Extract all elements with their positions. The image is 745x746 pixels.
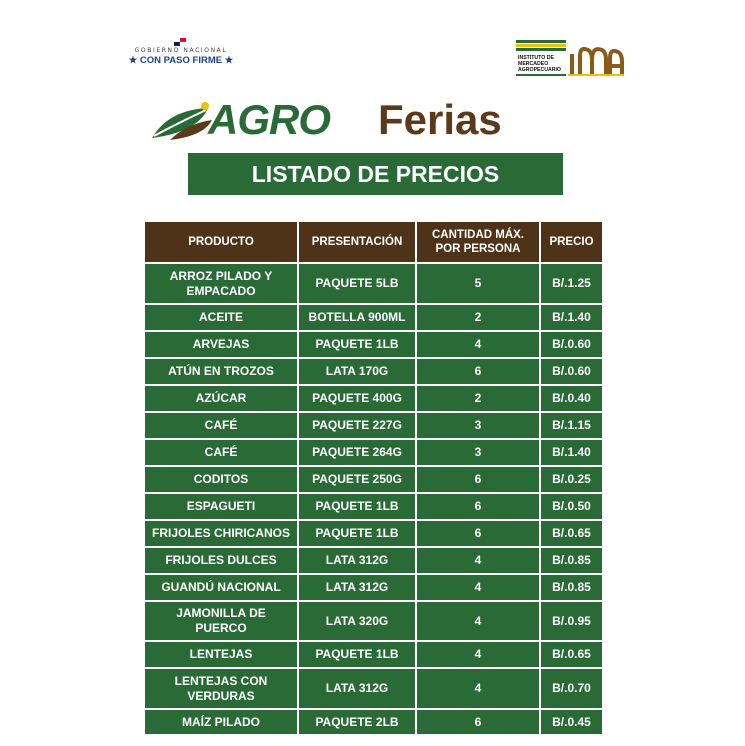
- page-title: LISTADO DE PRECIOS: [188, 153, 563, 195]
- cell-producto: FRIJOLES CHIRICANOS: [144, 520, 298, 547]
- header-precio: PRECIO: [540, 221, 603, 263]
- table-row: [144, 547, 603, 574]
- cell-cantidad: 2: [416, 304, 540, 331]
- cell-presentacion: LATA 312G: [298, 574, 416, 601]
- cell-precio: B/.0.65: [540, 520, 603, 547]
- cell-presentacion: BOTELLA 900ML: [298, 304, 416, 331]
- table-row: [144, 709, 603, 735]
- cell-producto: GUANDÚ NACIONAL: [144, 574, 298, 601]
- cell-presentacion: PAQUETE 1LB: [298, 520, 416, 547]
- cell-precio: B/.0.40: [540, 385, 603, 412]
- table-row: [144, 358, 603, 385]
- cell-cantidad: 4: [416, 574, 540, 601]
- cell-precio: B/.0.85: [540, 547, 603, 574]
- cell-presentacion: PAQUETE 5LB: [298, 263, 416, 304]
- cell-cantidad: 4: [416, 331, 540, 358]
- cell-producto: ARVEJAS: [144, 331, 298, 358]
- table-row: [144, 601, 603, 641]
- cell-precio: B/.1.25: [540, 263, 603, 304]
- cell-precio: B/.0.95: [540, 601, 603, 641]
- cell-cantidad: 3: [416, 412, 540, 439]
- table-row: [144, 641, 603, 668]
- cell-cantidad: 6: [416, 520, 540, 547]
- gov-slogan: ★ CON PASO FIRME ★: [128, 55, 234, 66]
- cell-presentacion: LATA 312G: [298, 547, 416, 574]
- header-presentacion: PRESENTACIÓN: [298, 221, 416, 263]
- cell-producto: AZÚCAR: [144, 385, 298, 412]
- cell-precio: B/.0.50: [540, 493, 603, 520]
- price-table: [143, 220, 604, 736]
- ima-logo: [516, 40, 624, 78]
- cell-cantidad: 3: [416, 439, 540, 466]
- cell-presentacion: LATA 312G: [298, 668, 416, 709]
- cell-precio: B/.0.25: [540, 466, 603, 493]
- cell-cantidad: 4: [416, 641, 540, 668]
- cell-cantidad: 4: [416, 668, 540, 709]
- table-row: [144, 263, 603, 304]
- cell-precio: B/.0.65: [540, 641, 603, 668]
- table-row: [144, 412, 603, 439]
- table-row: [144, 385, 603, 412]
- cell-presentacion: PAQUETE 227G: [298, 412, 416, 439]
- table-row: [144, 668, 603, 709]
- cell-producto: CAFÉ: [144, 412, 298, 439]
- gobierno-nacional-logo: [126, 38, 236, 72]
- cell-cantidad: 6: [416, 466, 540, 493]
- cell-precio: B/.0.45: [540, 709, 603, 735]
- cell-presentacion: PAQUETE 2LB: [298, 709, 416, 735]
- cell-presentacion: PAQUETE 250G: [298, 466, 416, 493]
- cell-precio: B/.1.40: [540, 439, 603, 466]
- cell-presentacion: PAQUETE 264G: [298, 439, 416, 466]
- cell-producto: LENTEJAS CON VERDURAS: [144, 668, 298, 709]
- cell-presentacion: LATA 320G: [298, 601, 416, 641]
- cell-producto: ARROZ PILADO Y EMPACADO: [144, 263, 298, 304]
- cell-presentacion: PAQUETE 400G: [298, 385, 416, 412]
- cell-producto: LENTEJAS: [144, 641, 298, 668]
- cell-precio: B/.0.70: [540, 668, 603, 709]
- cell-producto: ATÚN EN TROZOS: [144, 358, 298, 385]
- gov-line1: GOBIERNO NACIONAL: [134, 47, 228, 54]
- cell-precio: B/.1.40: [540, 304, 603, 331]
- cell-precio: B/.0.60: [540, 358, 603, 385]
- table-row: [144, 520, 603, 547]
- header-producto: PRODUCTO: [144, 221, 298, 263]
- table-row: [144, 493, 603, 520]
- cell-cantidad: 6: [416, 493, 540, 520]
- cell-cantidad: 4: [416, 547, 540, 574]
- cell-producto: CODITOS: [144, 466, 298, 493]
- cell-producto: JAMONILLA DE PUERCO: [144, 601, 298, 641]
- cell-precio: B/.0.85: [540, 574, 603, 601]
- cell-producto: FRIJOLES DULCES: [144, 547, 298, 574]
- leaf-icon: [150, 102, 214, 142]
- agroferias-brand: [150, 94, 590, 146]
- cell-presentacion: PAQUETE 1LB: [298, 493, 416, 520]
- ima-institution-name: INSTITUTO DE MERCADEO AGROPECUARIO: [518, 55, 561, 73]
- cell-cantidad: 6: [416, 709, 540, 735]
- table-row: [144, 574, 603, 601]
- cell-presentacion: PAQUETE 1LB: [298, 331, 416, 358]
- cell-cantidad: 6: [416, 358, 540, 385]
- table-row: [144, 304, 603, 331]
- brand-agro: AGRO: [208, 96, 330, 143]
- panama-flag-icon: [174, 38, 186, 46]
- cell-producto: MAÍZ PILADO: [144, 709, 298, 735]
- cell-cantidad: 4: [416, 601, 540, 641]
- cell-cantidad: 2: [416, 385, 540, 412]
- table-row: [144, 466, 603, 493]
- cell-producto: ESPAGUETI: [144, 493, 298, 520]
- cell-precio: B/.0.60: [540, 331, 603, 358]
- cell-producto: CAFÉ: [144, 439, 298, 466]
- cell-cantidad: 5: [416, 263, 540, 304]
- cell-presentacion: PAQUETE 1LB: [298, 641, 416, 668]
- table-row: [144, 331, 603, 358]
- header-cantidad: CANTIDAD MÁX. POR PERSONA: [416, 221, 540, 263]
- cell-presentacion: LATA 170G: [298, 358, 416, 385]
- cell-precio: B/.1.15: [540, 412, 603, 439]
- table-row: [144, 439, 603, 466]
- table-header-row: [144, 221, 603, 263]
- cell-producto: ACEITE: [144, 304, 298, 331]
- brand-ferias: Ferias: [378, 96, 502, 143]
